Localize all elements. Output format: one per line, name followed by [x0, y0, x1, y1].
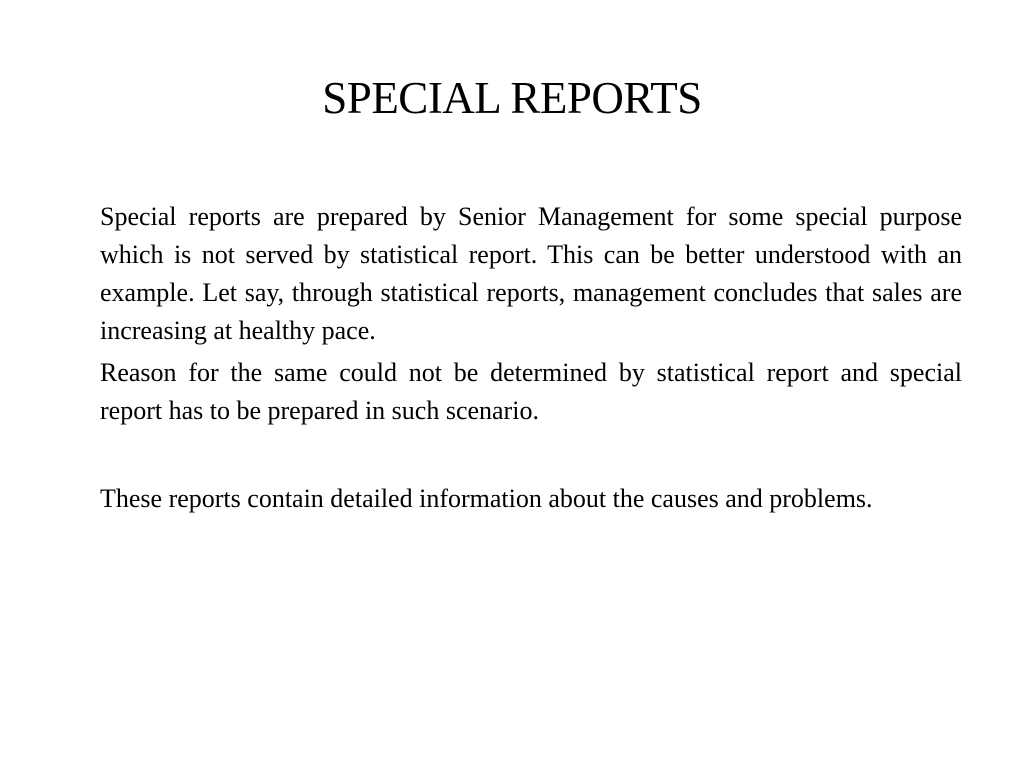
- slide-title: SPECIAL REPORTS: [322, 73, 702, 123]
- slide-body: [100, 198, 962, 518]
- paragraph-detailed-information: These reports contain detailed information about the causes and problems.: [100, 484, 873, 513]
- paragraph-special-reports-definition: Special reports are prepared by Senior Management for some special purpose which is not served by statistical report. This can be better understood with an example. Let say, through statistical reports, management concludes that sales are increasing at healthy pace.: [100, 202, 962, 345]
- paragraph-reason: Reason for the same could not be determined by statistical report and special report has to be prepared in such scenario.: [100, 358, 962, 425]
